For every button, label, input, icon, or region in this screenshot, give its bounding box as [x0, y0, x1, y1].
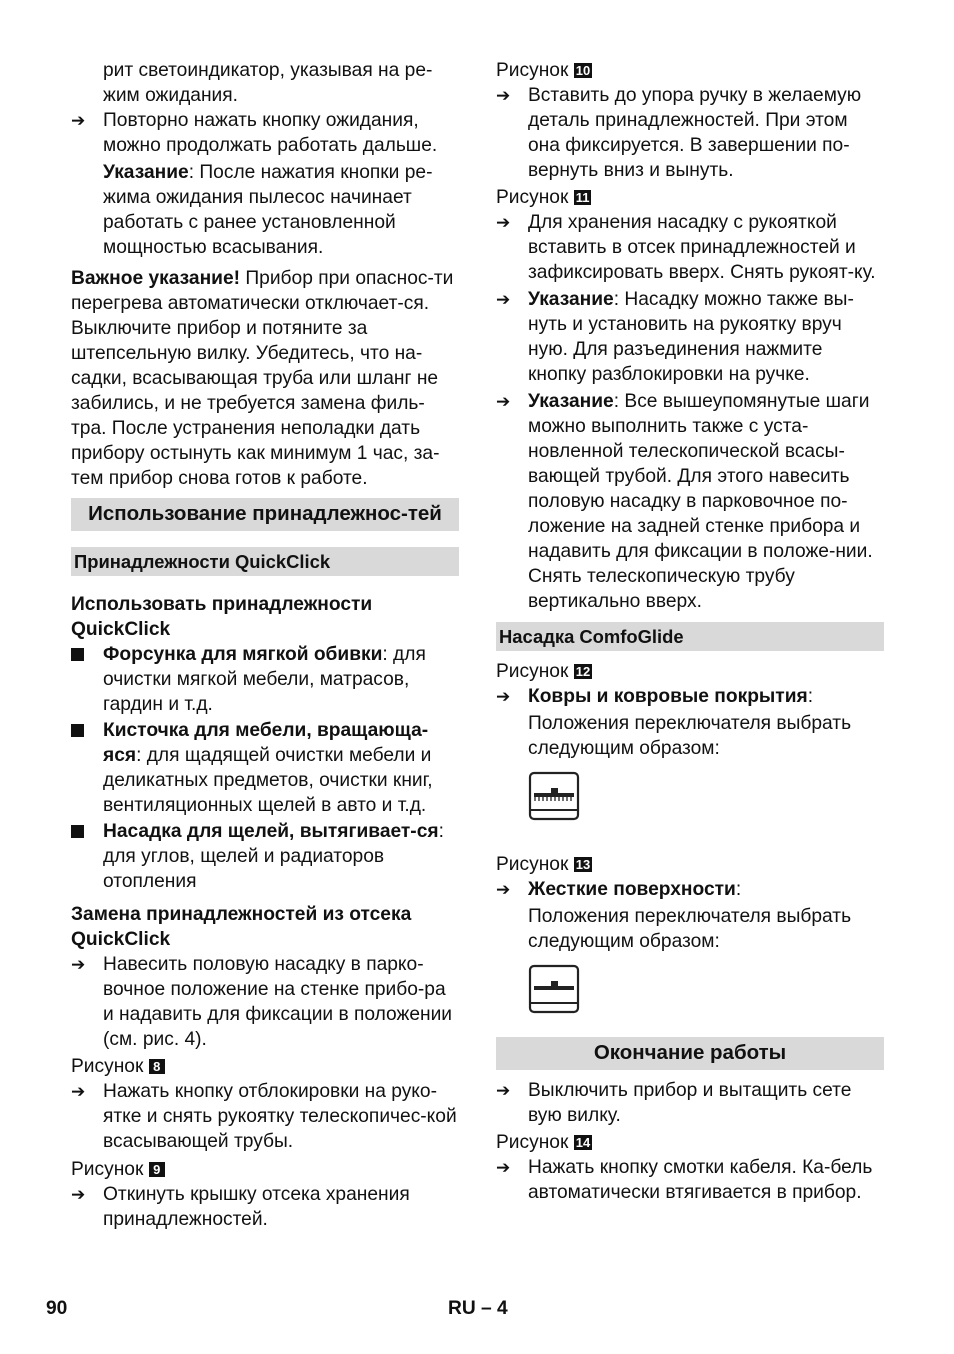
figure-number-badge: 12 — [575, 664, 591, 679]
arrow-icon — [496, 83, 520, 108]
carpet-setting-icon — [528, 771, 580, 821]
arrow-icon — [71, 1079, 95, 1104]
figure-ref-9: Рисунок 9 — [71, 1157, 459, 1182]
step-park-nozzle: ➔ Навесить половую насадку в парко-вочное положение на стенке прибо-ра и надавить для фиксации в положении (см. рис. 4). — [71, 952, 459, 1052]
figure-number-badge: 13 — [575, 857, 591, 872]
use-accessories-heading: Использовать принадлежности QuickClick — [71, 594, 373, 640]
step-repeat: ➔ Повторно нажать кнопку ожидания, можно продолжать работать дальше. — [71, 108, 459, 158]
arrow-icon — [496, 210, 520, 235]
step-unplug: ➔ Выключить прибор и вытащить сете вую вилку. — [496, 1078, 884, 1128]
figure-number-badge: 9 — [149, 1162, 165, 1177]
figure-ref-11: Рисунок 11 — [496, 187, 590, 208]
step-hard-floors: ➔ Жесткие поверхности: — [496, 877, 884, 902]
step-insert-handle: ➔ Вставить до упора ручку в желаемую деталь принадлежностей. При этом она фиксируется. В завершении по-вернуть вниз и вынуть. — [496, 83, 884, 183]
section-heading-finish: Окончание работы — [496, 1037, 884, 1070]
step-cable-rewind: ➔ Нажать кнопку смотки кабеля. Ка-бель автоматически втягивается в прибор. — [496, 1155, 884, 1205]
page-number: 90 — [46, 1298, 68, 1319]
left-column — [71, 58, 459, 1232]
hard-floor-setting-icon — [528, 964, 580, 1014]
arrow-icon — [496, 1078, 520, 1103]
arrow-icon — [71, 108, 95, 133]
arrow-icon — [496, 877, 520, 902]
figure-ref-8: Рисунок 8 — [71, 1054, 459, 1079]
arrow-icon — [496, 684, 520, 709]
note-paragraph: Указание: После нажатия кнопки ре-жима ожидания пылесос начинает работать с ранее установленной мощностью всасывания. — [103, 162, 433, 258]
hard-floor-switch-instruction: Положения переключателя выбрать следующим образом: — [528, 906, 852, 952]
arrow-icon — [71, 952, 95, 977]
figure-number-badge: 14 — [575, 1135, 591, 1150]
intro-continuation: рит светоиндикатор, указывая на ре-жим ожидания. — [103, 60, 433, 106]
carpet-switch-instruction: Положения переключателя выбрать следующим образом: — [528, 713, 852, 759]
right-column — [496, 58, 884, 1205]
subsection-heading-quickclick: Принадлежности QuickClick — [71, 547, 459, 576]
important-note: Важное указание! Прибор при опаснос-ти перегрева автоматически отключает-ся. Выключите прибор и потяните за штепсельную вилку. Убедитесь, что на-садки, всасывающая труба или шланг не забились, и не требуется замена филь-тра. После устранения неполадки дать прибору остынуть как минимум 1 час, за-тем прибор снова готов к работе. — [71, 268, 454, 489]
square-bullet-icon — [71, 825, 84, 838]
replace-accessories-heading: Замена принадлежностей из отсека QuickClick — [71, 904, 412, 950]
figure-ref-14: Рисунок 14 — [496, 1132, 591, 1153]
step-store-nozzle: ➔ Для хранения насадку с рукояткой вставить в отсек принадлежностей и зафиксировать вверх. Снять рукоят-ку. — [496, 210, 884, 285]
bullet-furniture-brush: Кисточка для мебели, вращающа-яся: для щадящей очистки мебели и деликатных предметов, очистки книг, вентиляционных щелей в авто и т.д. — [71, 718, 459, 818]
arrow-icon — [496, 287, 520, 312]
arrow-icon — [496, 389, 520, 414]
figure-ref-12: Рисунок 12 — [496, 661, 591, 682]
note-telescopic-tube: ➔ Указание: Все вышеупомянутые шаги можно выполнить также с уста-новленной телескопической всасы-вающей трубой. Для этого навесить половую насадку в парковочное по-ложение на задней стенке прибора и надавить для фиксации в положе-нии. Снять телескопическую трубу вертикально вверх. — [496, 389, 884, 614]
step-carpets: ➔ Ковры и ковровые покрытия: — [496, 684, 884, 709]
square-bullet-icon — [71, 648, 84, 661]
step-open-cover: ➔ Откинуть крышку отсека хранения принадлежностей. — [71, 1182, 459, 1232]
arrow-icon — [496, 1155, 520, 1180]
subsection-heading-comfoglide: Насадка ComfoGlide — [496, 622, 884, 651]
figure-ref-13: Рисунок 13 — [496, 854, 591, 875]
figure-ref-10: Рисунок 10 — [496, 60, 591, 81]
figure-number-badge: 11 — [575, 190, 590, 205]
page-code: RU – 4 — [448, 1298, 508, 1319]
note-manual-attach: ➔ Указание: Насадку можно также вы-нуть и установить на рукоятку вруч ную. Для разъединения нажмите кнопку разблокировки на ручке. — [496, 287, 884, 387]
bullet-upholstery-nozzle: Форсунка для мягкой обивки: для очистки мягкой мебели, матрасов, гардин и т.д. — [71, 642, 459, 717]
figure-number-badge: 8 — [149, 1059, 165, 1074]
step-unlock-handle: ➔ Нажать кнопку отблокировки на руко-ятке и снять рукоятку телескопичес-кой всасывающей трубы. — [71, 1079, 459, 1154]
section-heading-accessories: Использование принадлежнос-тей — [71, 498, 459, 531]
figure-number-badge: 10 — [575, 63, 591, 78]
bullet-crevice-nozzle: Насадка для щелей, вытягивает-ся: для углов, щелей и радиаторов отопления — [71, 819, 459, 894]
square-bullet-icon — [71, 724, 84, 737]
arrow-icon — [71, 1182, 95, 1207]
